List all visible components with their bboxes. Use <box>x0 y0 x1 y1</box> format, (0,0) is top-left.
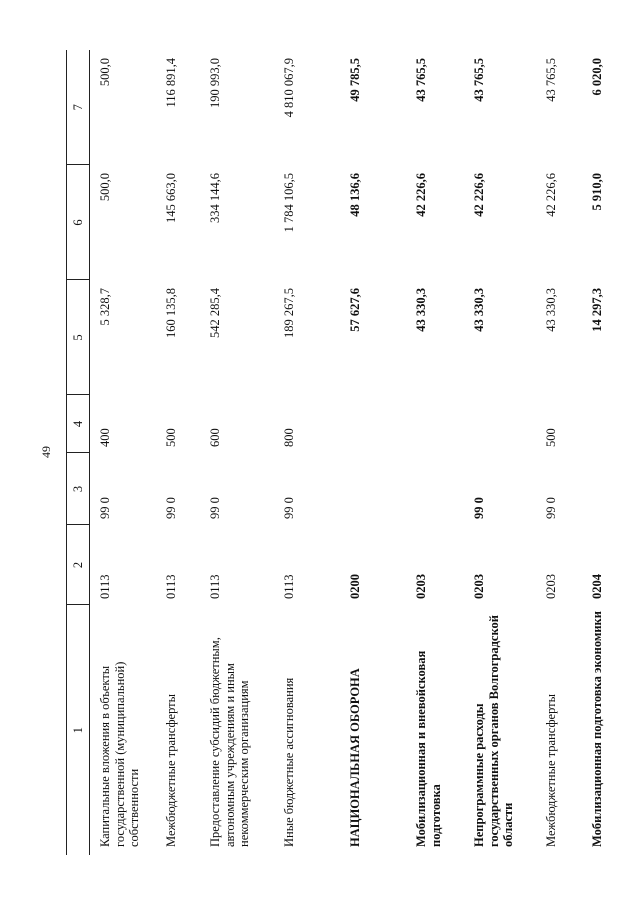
value-2020: 5 328,7 <box>98 288 112 326</box>
table-row <box>582 50 636 855</box>
razdel-code: 0203 <box>472 574 486 599</box>
col-header: 5 <box>67 280 90 395</box>
expense-type: 800 <box>282 428 296 447</box>
budget-table <box>66 50 636 855</box>
value-2022: 43 765,5 <box>414 58 428 102</box>
table-row <box>90 50 157 855</box>
razdel-code: 0203 <box>414 574 428 599</box>
row-name: Предоставление субсидий бюджетным, автономным учреждениям и иным некоммерческим организациям <box>208 637 251 847</box>
rotated-table-container <box>66 50 616 855</box>
razdel-code: 0113 <box>164 574 178 599</box>
razdel-code: 0204 <box>590 574 604 599</box>
value-2020: 14 297,3 <box>590 288 604 332</box>
table-row <box>536 50 582 855</box>
expense-type <box>582 395 636 453</box>
row-name: Мобилизационная подготовка экономики <box>590 611 604 847</box>
row-name: Межбюджетные трансферты <box>164 693 178 847</box>
col-header: 1 <box>67 605 90 855</box>
value-2021: 42 226,6 <box>544 173 558 217</box>
value-2020: 57 627,6 <box>348 288 362 332</box>
row-name: Непрограммные расходы государственных органов Волгоградской области <box>472 615 515 847</box>
expense-type: 500 <box>544 428 558 447</box>
value-2021: 500,0 <box>98 173 112 202</box>
value-2022: 4 810 067,9 <box>282 58 296 118</box>
document-page <box>66 50 616 855</box>
value-2021: 42 226,6 <box>472 173 486 217</box>
col-header: 3 <box>67 453 90 525</box>
target-article: 99 0 <box>544 497 558 519</box>
expense-type: 400 <box>98 428 112 447</box>
value-2022: 6 020,0 <box>590 58 604 96</box>
target-article: 99 0 <box>282 497 296 519</box>
value-2022: 43 765,5 <box>472 58 486 102</box>
col-header: 6 <box>67 165 90 280</box>
value-2022: 190 993,0 <box>208 58 222 108</box>
expense-type: 600 <box>208 428 222 447</box>
value-2021: 5 910,0 <box>590 173 604 211</box>
razdel-code: 0200 <box>348 574 362 599</box>
col-header: 7 <box>67 50 90 165</box>
table-row <box>340 50 406 855</box>
expense-type <box>406 395 464 453</box>
target-article <box>340 453 406 525</box>
value-2022: 116 891,4 <box>164 58 178 108</box>
value-2022: 43 765,5 <box>544 58 558 102</box>
row-name: Межбюджетные трансферты <box>544 693 558 847</box>
target-article: 99 0 <box>208 497 222 519</box>
table-row <box>464 50 536 855</box>
target-article: 99 0 <box>98 497 112 519</box>
value-2021: 48 136,6 <box>348 173 362 217</box>
table-row <box>274 50 340 855</box>
razdel-code: 0113 <box>282 574 296 599</box>
value-2020: 43 330,3 <box>414 288 428 332</box>
target-article: 99 0 <box>472 497 486 519</box>
row-name: НАЦИОНАЛЬНАЯ ОБОРОНА <box>348 668 362 847</box>
razdel-code: 0113 <box>98 574 112 599</box>
table-row <box>200 50 274 855</box>
table-row <box>406 50 464 855</box>
page-number: 49 <box>39 446 53 458</box>
razdel-code: 0113 <box>208 574 222 599</box>
target-article <box>582 453 636 525</box>
value-2022: 500,0 <box>98 58 112 87</box>
value-2022: 49 785,5 <box>348 58 362 102</box>
value-2020: 43 330,3 <box>544 288 558 332</box>
col-header: 4 <box>67 395 90 453</box>
target-article: 99 0 <box>164 497 178 519</box>
row-name: Капитальные вложения в объекты государственной (муниципальной) собственности <box>98 661 141 847</box>
row-name: Иные бюджетные ассигнования <box>282 677 296 847</box>
value-2020: 542 285,4 <box>208 288 222 338</box>
value-2020: 160 135,8 <box>164 288 178 338</box>
table-row <box>156 50 200 855</box>
value-2021: 1 784 106,5 <box>282 173 296 233</box>
expense-type <box>464 395 536 453</box>
expense-type: 500 <box>164 428 178 447</box>
value-2020: 189 267,5 <box>282 288 296 338</box>
value-2021: 42 226,6 <box>414 173 428 217</box>
value-2021: 145 663,0 <box>164 173 178 223</box>
expense-type <box>340 395 406 453</box>
target-article <box>406 453 464 525</box>
razdel-code: 0203 <box>544 574 558 599</box>
col-header: 2 <box>67 525 90 605</box>
row-name: Мобилизационная и вневойсковая подготовка <box>414 650 443 847</box>
header-row <box>67 50 90 855</box>
value-2021: 334 144,6 <box>208 173 222 223</box>
value-2020: 43 330,3 <box>472 288 486 332</box>
